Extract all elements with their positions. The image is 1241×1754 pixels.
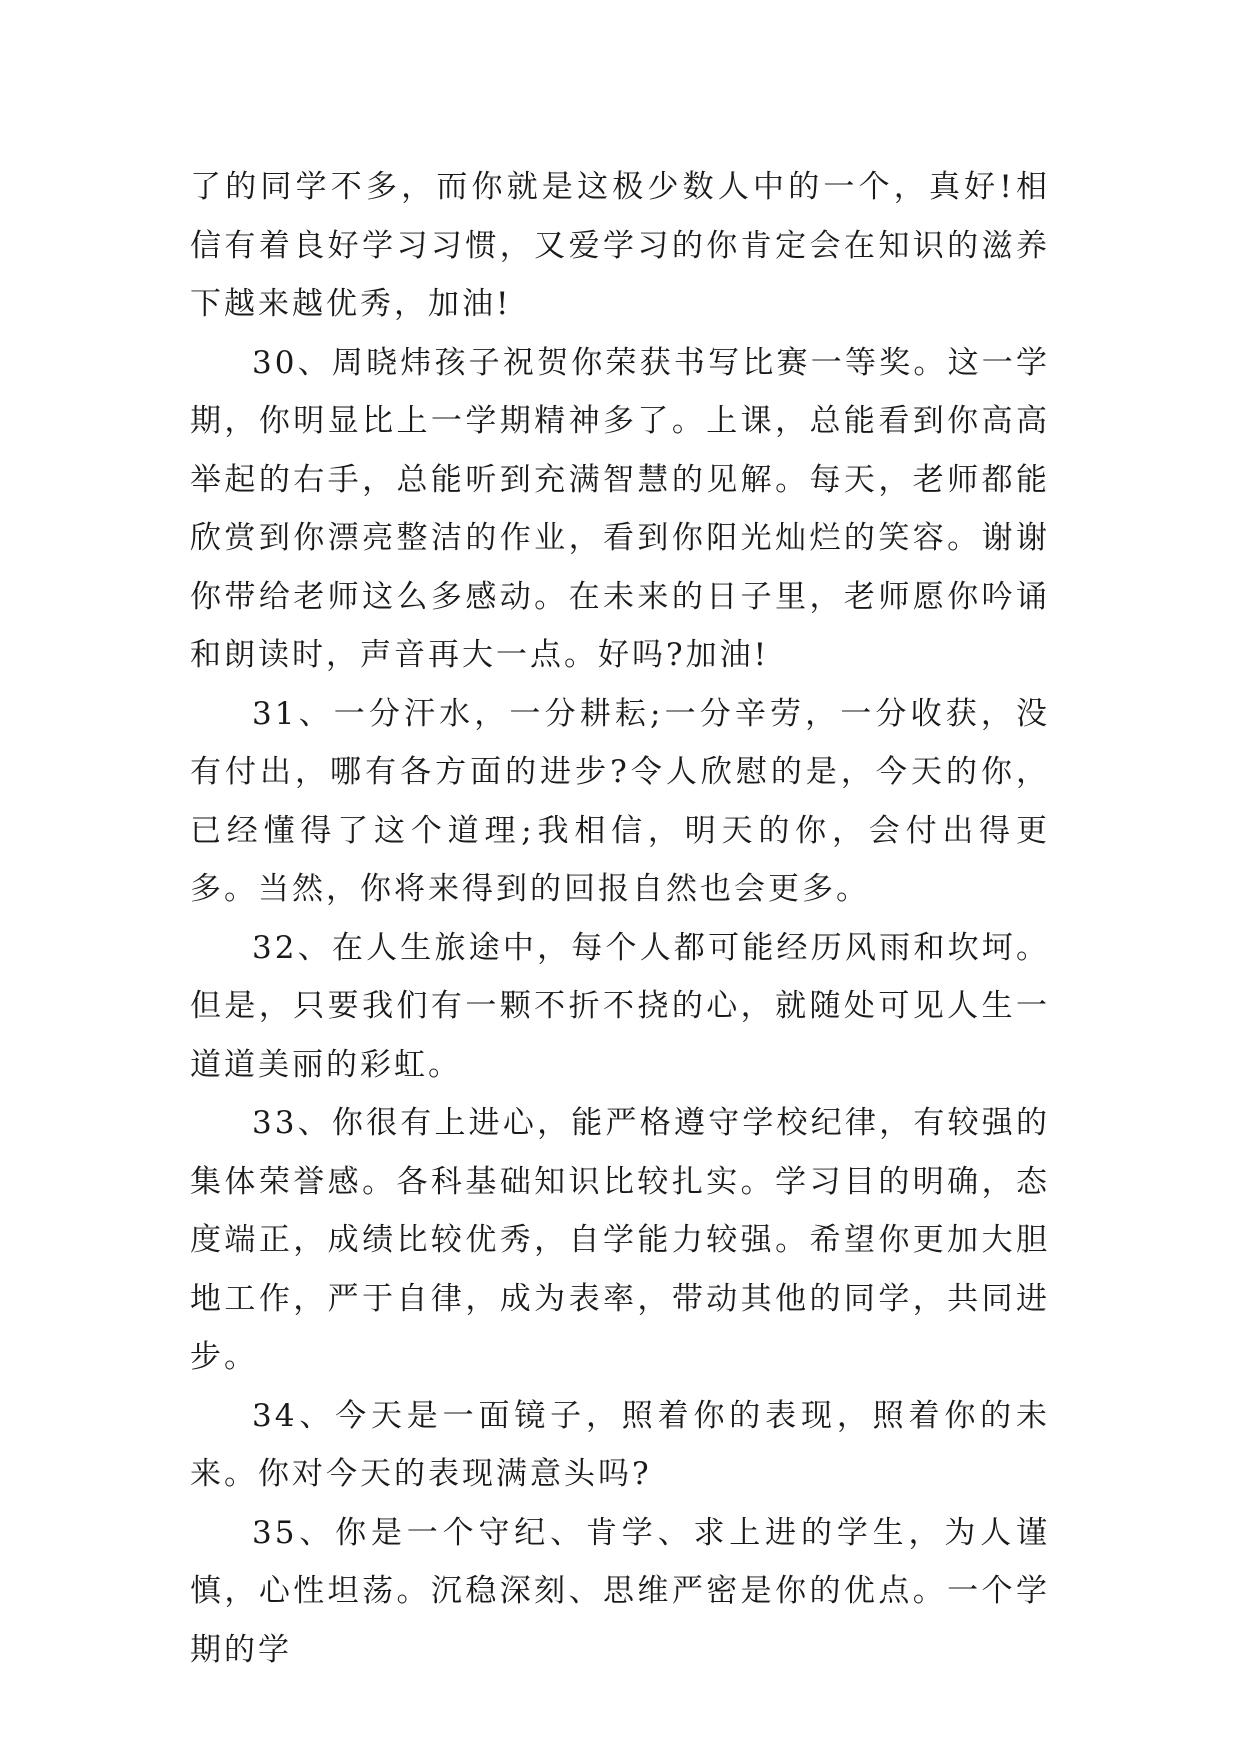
paragraph-continuation: 了的同学不多，而你就是这极少数人中的一个，真好!相信有着良好学习习惯，又爱学习的你肯定会在知识的滋养下越来越优秀，加油! (190, 169, 1050, 322)
paragraph-item-35: 35、你是一个守纪、肯学、求上进的学生，为人谨慎，心性坦荡。沉稳深刻、思维严密是你的优点。一个学期的学 (190, 1514, 1050, 1668)
paragraph-item-31: 31、一分汗水，一分耕耘;一分辛劳，一分收获，没有付出，哪有各方面的进步?令人欣慰的是，今天的你，已经懂得了这个道理;我相信，明天的你，会付出得更多。当然，你将来得到的回报自然也会更多。 (190, 695, 1050, 907)
document-body (190, 158, 1050, 1679)
paragraph-item-33: 33、你很有上进心，能严格遵守学校纪律，有较强的集体荣誉感。各科基础知识比较扎实。学习目的明确，态度端正，成绩比较优秀，自学能力较强。希望你更加大胆地工作，严于自律，成为表率，带动其他的同学，共同进步。 (190, 1105, 1050, 1375)
paragraph-item-30: 30、周晓炜孩子祝贺你荣获书写比赛一等奖。这一学期，你明显比上一学期精神多了。上课，总能看到你高高举起的右手，总能听到充满智慧的见解。每天，老师都能欣赏到你漂亮整洁的作业，看到你阳光灿烂的笑容。谢谢你带给老师这么多感动。在未来的日子里，老师愿你吟诵和朗读时，声音再大一点。好吗?加油! (190, 344, 1050, 673)
paragraph-item-34: 34、今天是一面镜子，照着你的表现，照着你的未来。你对今天的表现满意头吗? (190, 1397, 1050, 1492)
paragraph-item-32: 32、在人生旅途中，每个人都可能经历风雨和坎坷。但是，只要我们有一颗不折不挠的心，就随处可见人生一道道美丽的彩虹。 (190, 929, 1050, 1083)
